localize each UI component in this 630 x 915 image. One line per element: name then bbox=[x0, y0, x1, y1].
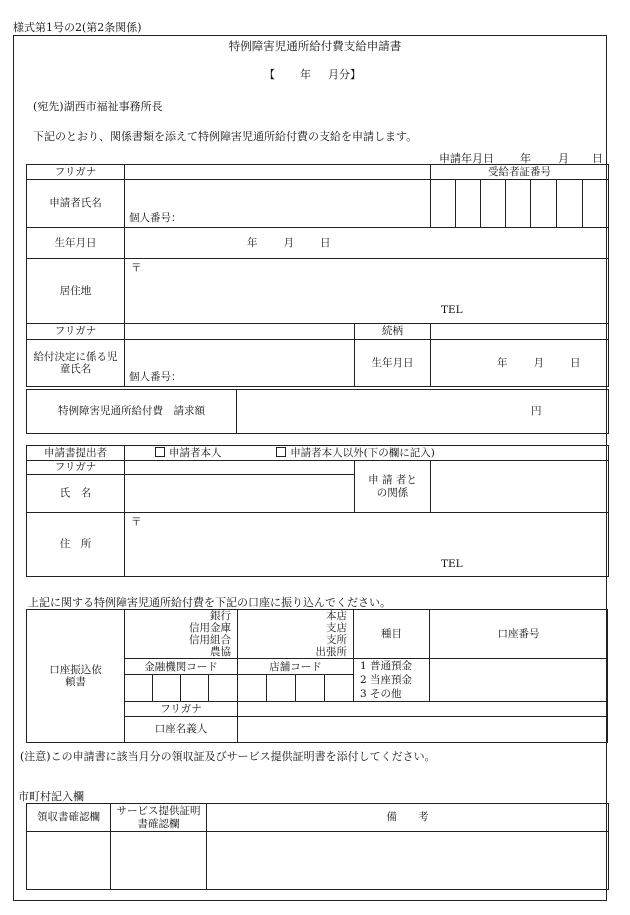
application-date-year: 年 bbox=[520, 152, 531, 165]
branch-type-sub: 支所 bbox=[326, 634, 347, 646]
account-kind-other: 3 その他 bbox=[360, 688, 402, 700]
submitter-address-label: 住 所 bbox=[27, 513, 125, 577]
remarks-label: 備 考 bbox=[207, 804, 609, 832]
application-date-label: 申請年月日 bbox=[439, 152, 494, 165]
bank-type-cell[interactable] bbox=[125, 610, 238, 659]
applicant-table bbox=[26, 164, 609, 387]
attachment-note: (注意)この申請書に該当月分の領収証及びサービス提供証明書を添付してください。 bbox=[20, 750, 436, 763]
child-furigana-field[interactable] bbox=[125, 324, 355, 340]
branch-code-digit[interactable] bbox=[267, 675, 296, 702]
receipt-check-field[interactable] bbox=[27, 832, 111, 890]
intro-text: 下記のとおり、関係書類を添えて特例障害児通所給付費の支給を申請します。 bbox=[33, 130, 418, 143]
branch-code-digit[interactable] bbox=[296, 675, 325, 702]
holder-furigana-field[interactable] bbox=[238, 702, 608, 717]
applicant-dob-month: 月 bbox=[283, 236, 294, 249]
applicant-dob-field[interactable] bbox=[125, 228, 609, 259]
submitter-postal-mark: 〒 bbox=[131, 516, 142, 528]
applicant-dob-day: 日 bbox=[320, 236, 331, 249]
branch-type-office: 出張所 bbox=[315, 646, 347, 658]
branch-code-digit[interactable] bbox=[238, 675, 267, 702]
relation-to-applicant-field[interactable] bbox=[431, 461, 609, 513]
application-date-month: 月 bbox=[558, 152, 569, 165]
bank-code-label: 金融機関コード bbox=[125, 659, 238, 675]
account-kind-label: 種目 bbox=[354, 610, 430, 659]
applicant-name-field[interactable] bbox=[125, 180, 431, 228]
relation-to-applicant-label: 申 請 者との関係 bbox=[355, 461, 431, 513]
period-month: 月分】 bbox=[328, 68, 361, 81]
applicant-dob-label: 生年月日 bbox=[27, 228, 125, 259]
child-relation-label: 続柄 bbox=[355, 324, 431, 340]
submitter-address-field[interactable] bbox=[125, 513, 609, 577]
service-proof-check-field[interactable] bbox=[111, 832, 207, 890]
child-furigana-label: フリガナ bbox=[27, 324, 125, 340]
bank-transfer-label: 口座振込依頼書 bbox=[27, 610, 125, 743]
residence-tel-label: TEL bbox=[441, 304, 463, 317]
recipient-digit[interactable] bbox=[531, 180, 557, 228]
account-kind-ordinary: 1 普通預金 bbox=[360, 660, 413, 672]
recipient-digit[interactable] bbox=[583, 180, 609, 228]
residence-postal-mark: 〒 bbox=[131, 262, 142, 274]
account-number-field[interactable] bbox=[430, 659, 608, 702]
child-dob-month: 月 bbox=[533, 356, 544, 369]
recipient-digit[interactable] bbox=[506, 180, 531, 228]
yen-label: 円 bbox=[531, 405, 542, 418]
applicant-name-label: 申請者氏名 bbox=[27, 180, 125, 228]
child-dob-day: 日 bbox=[570, 356, 581, 369]
submitter-table bbox=[26, 445, 609, 577]
child-dob-year: 年 bbox=[497, 356, 508, 369]
residence-label: 居住地 bbox=[27, 259, 125, 324]
bank-intro: 上記に関する特例障害児通所給付費を下記の口座に振り込んでください。 bbox=[28, 596, 391, 609]
account-kind-options[interactable] bbox=[354, 659, 430, 702]
municipal-table bbox=[26, 803, 609, 890]
form-title: 特例障害児通所給付費支給申請書 bbox=[228, 39, 402, 53]
bank-type-shinkin: 信用金庫 bbox=[189, 622, 231, 634]
recipient-digit[interactable] bbox=[431, 180, 456, 228]
submitter-name-label: 氏 名 bbox=[27, 475, 125, 513]
branch-type-branch: 支店 bbox=[326, 622, 347, 634]
option-applicant-self: 申請者本人 bbox=[169, 446, 222, 459]
applicant-furigana-label: フリガナ bbox=[27, 165, 125, 180]
submitter-tel-label: TEL bbox=[441, 558, 463, 571]
receipt-check-label: 領収書確認欄 bbox=[27, 804, 111, 832]
checkbox-other-person[interactable] bbox=[276, 447, 286, 457]
checkbox-applicant-self[interactable] bbox=[155, 447, 165, 457]
recipient-digit[interactable] bbox=[557, 180, 583, 228]
municipal-section-label: 市町村記入欄 bbox=[18, 790, 84, 803]
child-name-label: 給付決定に係る児童氏名 bbox=[27, 340, 125, 387]
period-open: 【 bbox=[264, 68, 275, 81]
account-kind-current: 2 当座預金 bbox=[360, 674, 413, 686]
claim-amount-field[interactable] bbox=[237, 390, 609, 434]
account-number-label: 口座番号 bbox=[430, 610, 608, 659]
bank-code-digit[interactable] bbox=[209, 675, 238, 702]
recipient-number-label: 受給者証番号 bbox=[431, 165, 609, 180]
bank-type-bank: 銀行 bbox=[210, 610, 231, 622]
applicant-furigana-field[interactable] bbox=[125, 165, 431, 180]
option-other-person: 申請者本人以外(下の欄に記入) bbox=[290, 446, 435, 459]
child-dob-field[interactable] bbox=[431, 340, 609, 387]
holder-furigana-label: フリガナ bbox=[125, 702, 238, 717]
submitter-furigana-field[interactable] bbox=[125, 461, 355, 475]
submitter-label: 申請書提出者 bbox=[27, 446, 125, 461]
child-personal-number-label: 個人番号： bbox=[129, 370, 182, 383]
service-proof-check-label: サービス提供証明書確認欄 bbox=[111, 804, 207, 832]
submitter-name-field[interactable] bbox=[125, 475, 355, 513]
form-number: 様式第1号の2(第2条関係) bbox=[13, 21, 142, 34]
child-dob-label: 生年月日 bbox=[355, 340, 431, 387]
child-relation-field[interactable] bbox=[431, 324, 609, 340]
bank-table bbox=[26, 609, 608, 743]
account-holder-label: 口座名義人 bbox=[125, 717, 238, 743]
remarks-field[interactable] bbox=[207, 832, 609, 890]
bank-type-nokyo: 農協 bbox=[210, 646, 231, 658]
bank-code-digit[interactable] bbox=[181, 675, 209, 702]
submitter-furigana-label: フリガナ bbox=[27, 461, 125, 475]
bank-code-digit[interactable] bbox=[153, 675, 181, 702]
branch-type-cell[interactable] bbox=[238, 610, 354, 659]
period-year: 年 bbox=[300, 68, 311, 81]
recipient-digit[interactable] bbox=[481, 180, 506, 228]
bank-type-kumiai: 信用組合 bbox=[189, 634, 231, 646]
child-name-field[interactable] bbox=[125, 340, 355, 387]
submitter-options bbox=[125, 446, 609, 461]
branch-code-digit[interactable] bbox=[325, 675, 354, 702]
addressee: (宛先)湖西市福祉事務所長 bbox=[33, 100, 163, 113]
applicant-personal-number-label: 個人番号： bbox=[129, 211, 182, 224]
claim-amount-label: 特例障害児通所給付費 請求額 bbox=[27, 390, 237, 434]
branch-code-label: 店舗コード bbox=[238, 659, 354, 675]
applicant-dob-year: 年 bbox=[247, 236, 258, 249]
application-date-day: 日 bbox=[592, 152, 603, 165]
account-holder-field[interactable] bbox=[238, 717, 608, 743]
residence-field[interactable] bbox=[125, 259, 609, 324]
branch-type-main: 本店 bbox=[326, 610, 347, 622]
claim-table bbox=[26, 389, 609, 434]
recipient-digit[interactable] bbox=[456, 180, 481, 228]
bank-code-digit[interactable] bbox=[125, 675, 153, 702]
